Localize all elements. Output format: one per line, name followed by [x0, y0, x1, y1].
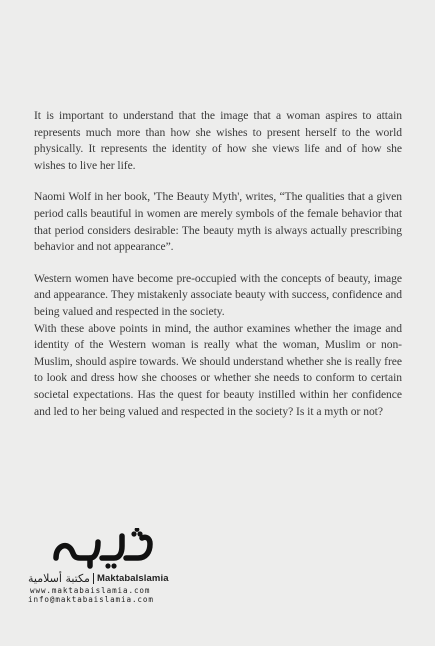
paragraph-intro: It is important to understand that the image that a woman aspires to attain represents much more than how she wishes to present herself to the world physically. It represents the identity of how she views life and of how she wishes to live her life. — [34, 109, 402, 172]
publisher-name-arabic: مكتبة أسلامية — [28, 572, 90, 585]
publisher-name-row — [28, 572, 169, 585]
publisher-name-english: MaktabaIslamia — [96, 573, 169, 584]
publisher-logo-icon — [50, 528, 160, 570]
back-cover-text — [34, 108, 402, 435]
publisher-website[interactable]: www.maktabaislamia.com — [30, 586, 151, 595]
paragraph-author-examines: With these above points in mind, the author examines whether the image and identity of the Western woman is really what the woman, Muslim or non-Muslim, should aspire towards. We should understand whether she is really free to look and dress how she chooses or whether she needs to conform to certain societal expectations. Has the quest for beauty instilled within her confidence and led to her being valued and respected in the society? Is it a myth or not? — [34, 321, 402, 418]
paragraph-western-women: Western women have become pre-occupied with the concepts of beauty, image and appearance. They mistakenly associate beauty with success, confidence and being valued and respected in the society. — [34, 271, 402, 318]
publisher-block — [28, 528, 178, 608]
publisher-name-divider — [93, 573, 94, 584]
publisher-email[interactable]: info@maktabaislamia.com — [28, 595, 154, 604]
paragraph-quote: Naomi Wolf in her book, 'The Beauty Myth', writes, “The qualities that a given period calls beautiful in women are merely symbols of the female behavior that that period considers desirable: The beauty myth is always actually prescribing behavior and not appearance”. — [34, 190, 402, 254]
